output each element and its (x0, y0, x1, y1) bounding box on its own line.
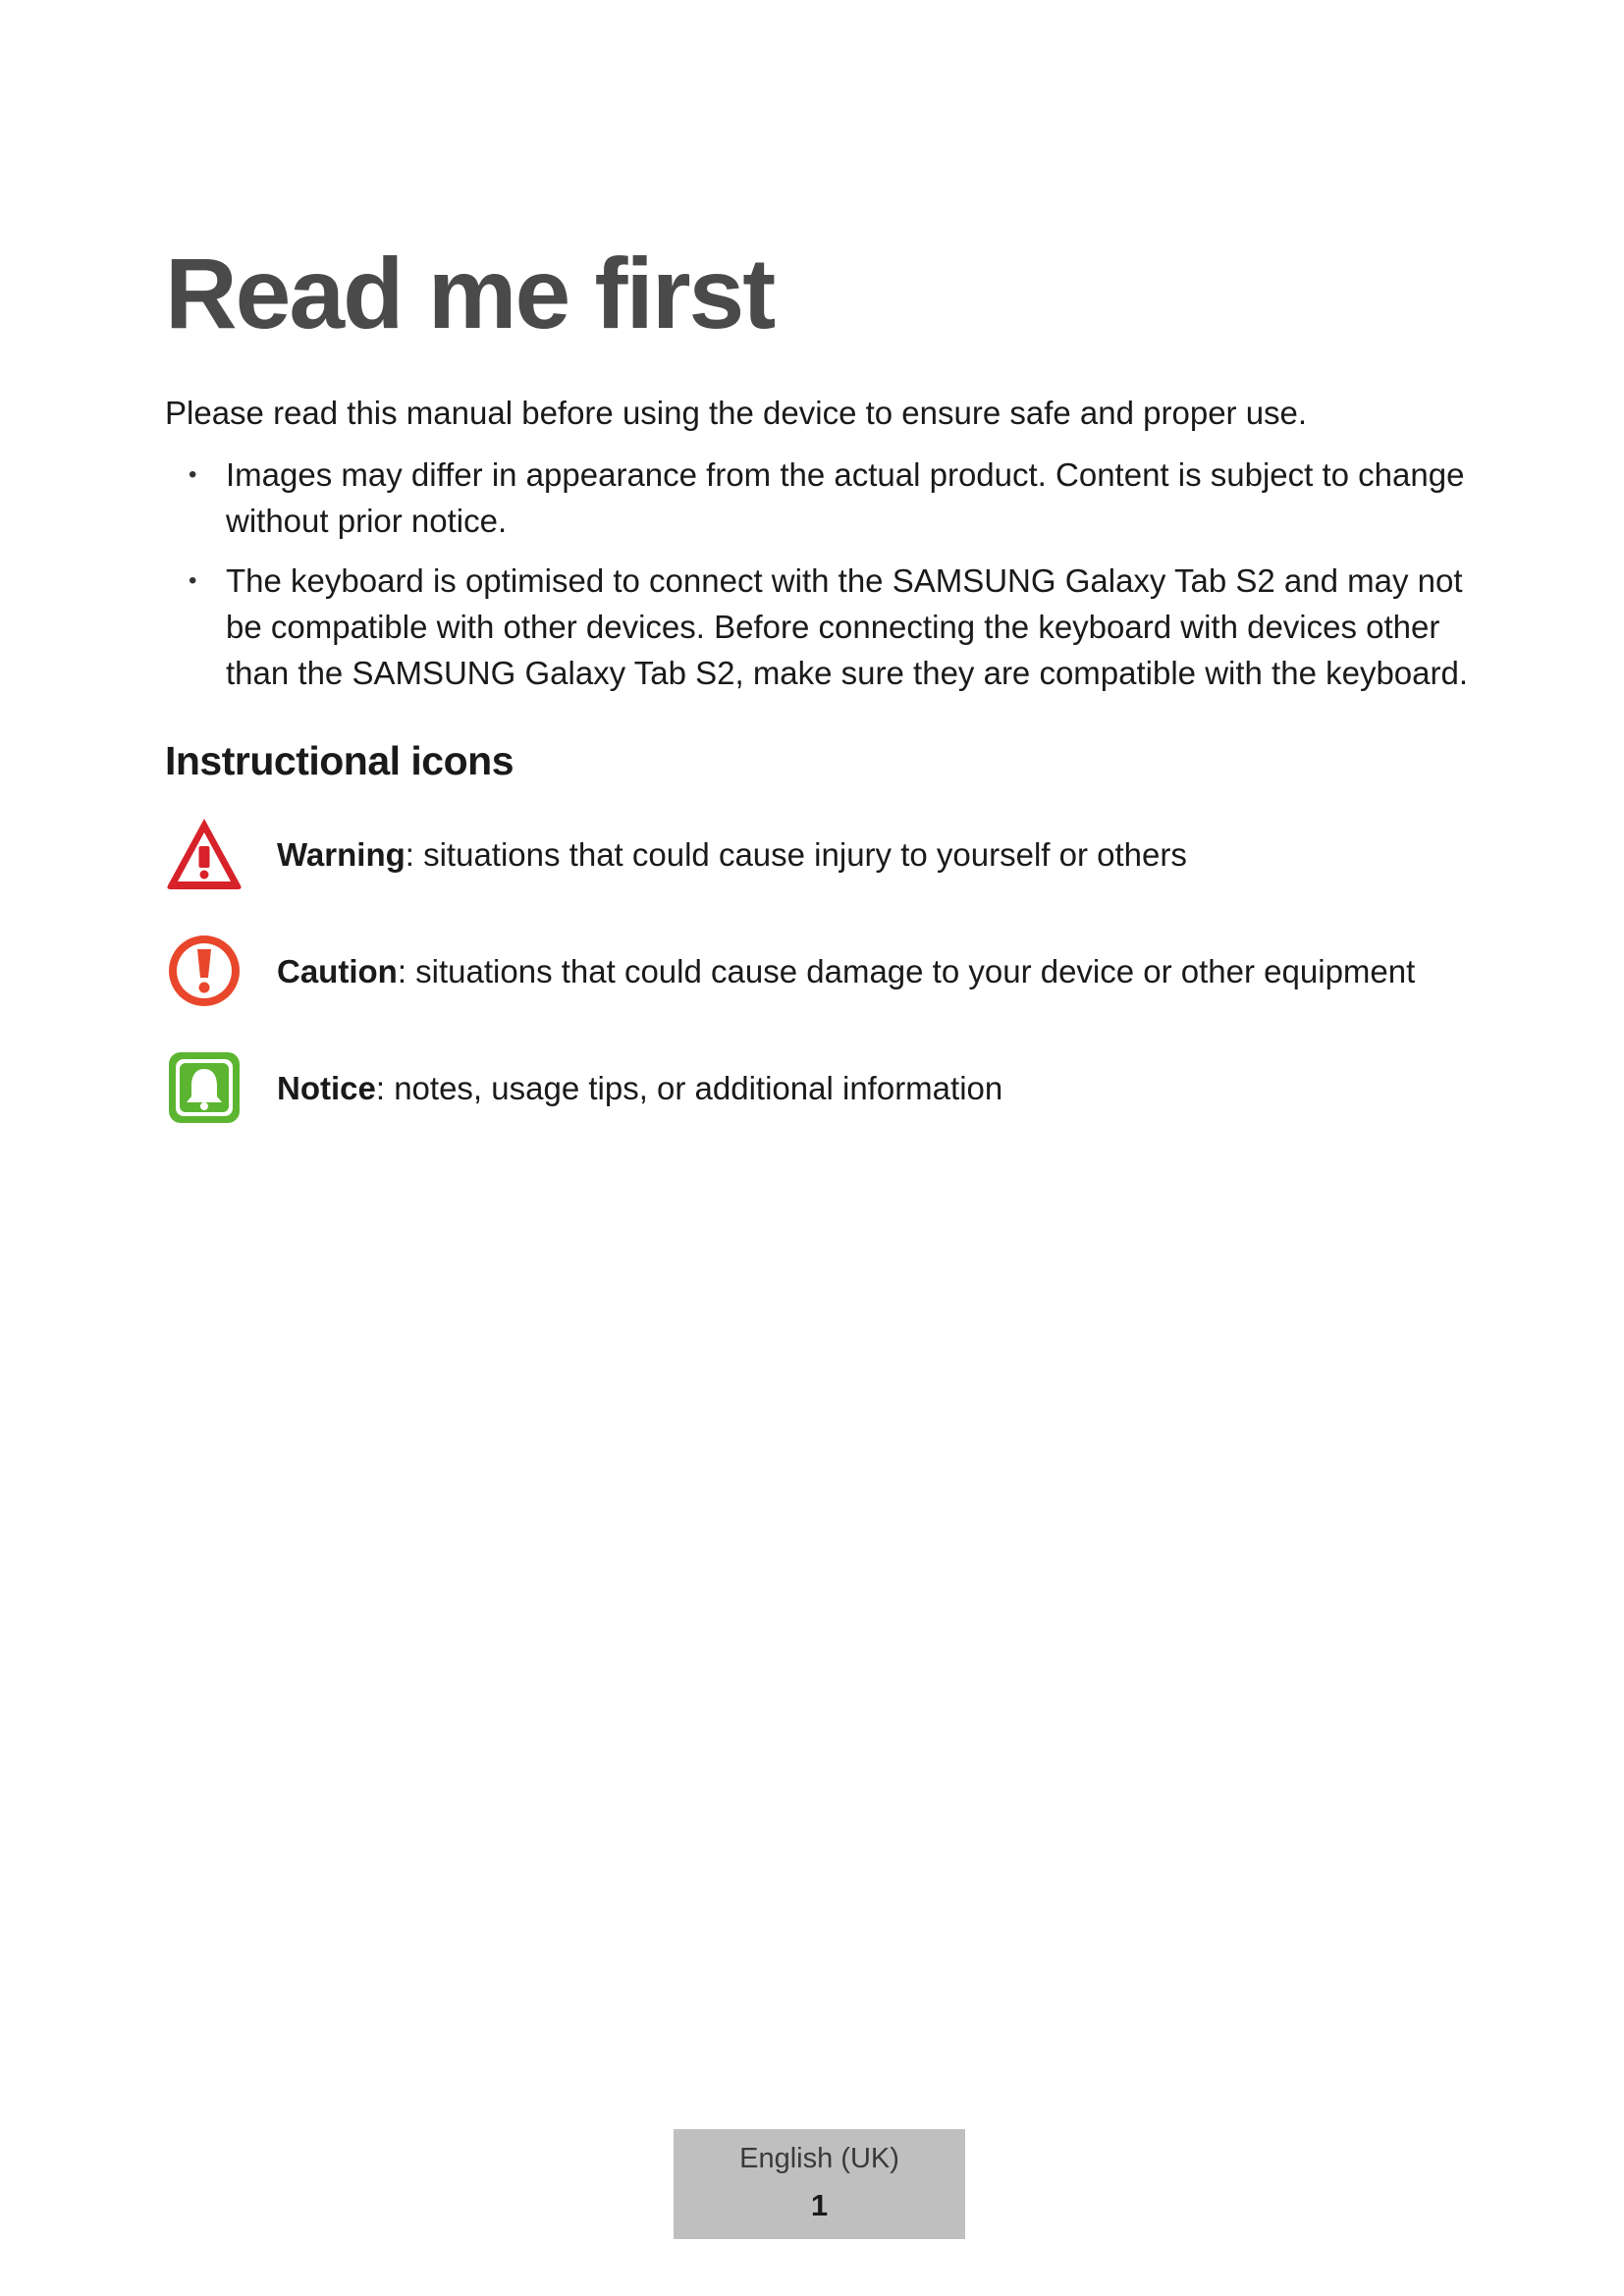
icon-row-caution (165, 932, 1540, 1010)
caution-circle-icon (165, 932, 244, 1010)
page-title: Read me first (165, 238, 775, 349)
caution-label: Caution (277, 953, 398, 989)
list-item (165, 558, 1471, 696)
warning-text: : situations that could cause injury to yourself or others (405, 836, 1187, 873)
icon-description-warning (277, 834, 1187, 876)
notice-text: : notes, usage tips, or additional information (375, 1070, 1003, 1106)
list-item-text: Images may differ in appearance from the actual product. Content is subject to change without prior notice. (226, 456, 1465, 539)
list-item (165, 452, 1471, 544)
notice-label: Notice (277, 1070, 376, 1106)
intro-paragraph: Please read this manual before using the device to ensure safe and proper use. (165, 395, 1308, 431)
footer-language: English (UK) (739, 2143, 899, 2174)
icon-row-notice (165, 1048, 1540, 1127)
warning-label: Warning (277, 836, 406, 873)
page-footer (674, 2129, 965, 2239)
page-number: 1 (810, 2188, 829, 2222)
caution-text: : situations that could cause damage to your device or other equipment (397, 953, 1416, 989)
icon-description-caution (277, 951, 1415, 992)
warning-triangle-icon (165, 815, 244, 893)
notice-bell-icon (165, 1048, 244, 1127)
bullet-list (165, 452, 1471, 710)
section-heading-instructional-icons: Instructional icons (165, 738, 514, 783)
list-item-text: The keyboard is optimised to connect with the SAMSUNG Galaxy Tab S2 and may not be compatible with other devices. Before connecting the keyboard with devices other than the SAMSUNG Galaxy Tab S2, make sure they are compatible with the keyboard. (226, 562, 1469, 691)
bullet-marker: • (189, 461, 197, 488)
icon-row-warning (165, 815, 1540, 893)
bullet-marker: • (189, 567, 197, 594)
icon-description-notice (277, 1068, 1002, 1109)
